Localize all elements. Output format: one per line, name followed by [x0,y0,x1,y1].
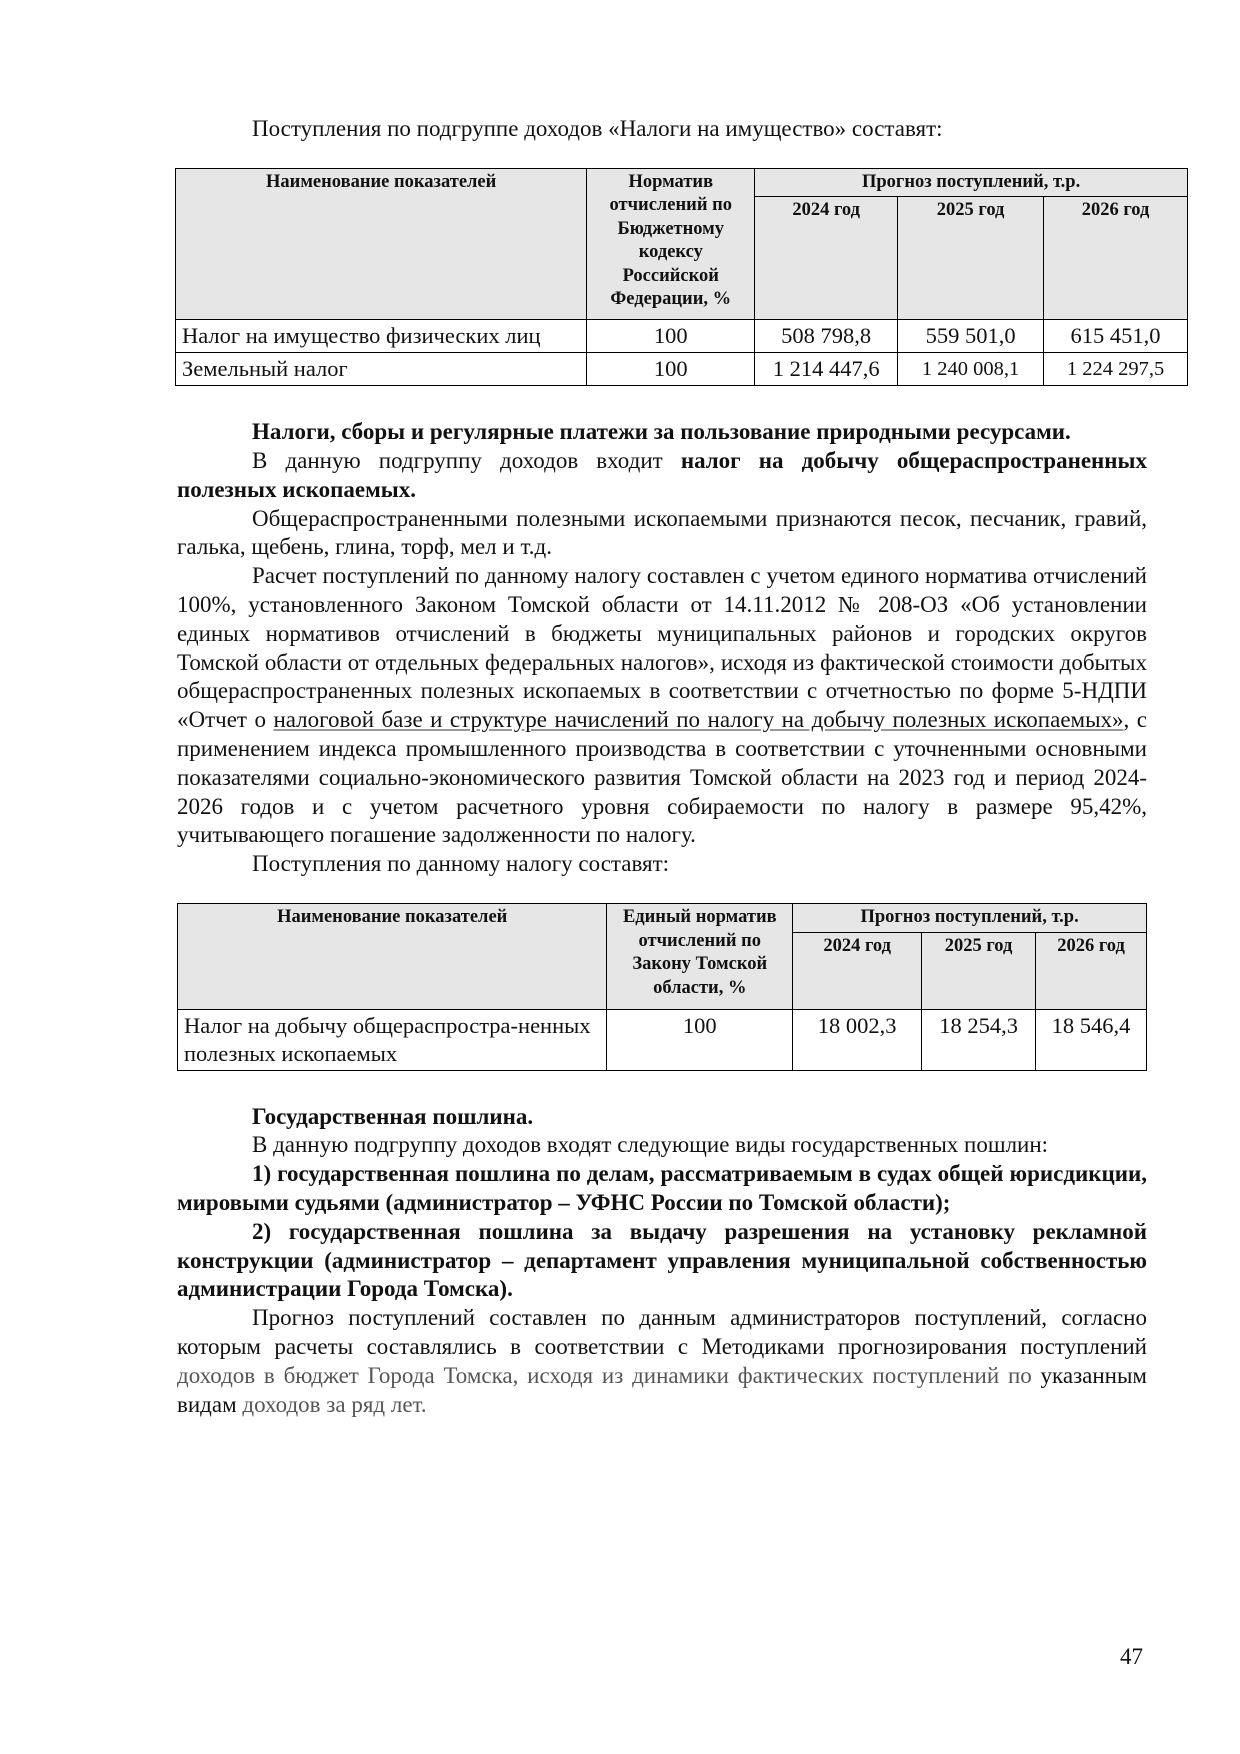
row-value: 1 214 447,6 [755,353,898,386]
col-header-forecast: Прогноз поступлений, т.р. [755,168,1188,197]
row-norm: 100 [587,353,755,386]
p3-text: Расчет поступлений по данному налогу составлен с учетом единого норматива отчислений 100%, установленного Законом Томской области от 14.11.2012 № 208-ОЗ «Об установлении единых нормативов отчислений в бюджеты муниципальных районов и городских округов Томской области от отдельных федеральных налогов», исходя из фактической стоимости добытых общераспространенных полезных ископаемых в соответствии с отчетностью по форме 5-НДПИ «Отчет о [177,563,1147,733]
row-value: 18 546,4 [1036,1009,1147,1070]
state-duty-item1: 1) государственная пошлина по делам, рассматриваемым в судах общей юрисдикции, мировыми судьями (администратор – УФНС России по Томской области); [177,1161,1147,1215]
row-value: 1 224 297,5 [1044,353,1188,386]
p2-gray-text: доходов в бюджет Города Томска, исходя из динамики фактических поступлений по [177,1362,1041,1388]
col-header-norm: Норматив отчислений по Бюджетному кодексу Российской Федерации, % [587,168,755,320]
col-header-name: Наименование показателей [178,904,607,1010]
p2-text-mid: указанным видам [177,1362,1147,1417]
row-value: 615 451,0 [1044,320,1188,353]
p1-text: В данную подгруппу доходов входит [252,448,681,474]
col-header-name: Наименование показателей [176,168,587,320]
col-header-year: 2025 год [922,932,1036,1009]
natural-resources-p2: Общераспространенными полезными ископаемыми признаются песок, песчаник, гравий, галька, щебень, глина, торф, мел и т.д. [177,505,1147,560]
p3-text-end: , с применением индекса промышленного производства в соответствии с уточненными основными показателями социально-экономического развития Томской области на 2023 год и период 2024-2026 годов и с учетом расчетного уровня собираемости по налогу в размере 95,42%, учитывающего погашение задолженности по налогу. [177,707,1147,848]
property-tax-intro: Поступления по подгруппе доходов «Налоги на имущество» составят: [252,116,943,141]
table-row [176,353,1188,386]
p1-bold-text: налог на добычу общераспространенных полезных ископаемых. [177,448,1147,502]
table-header-row [178,904,1147,933]
row-name: Земельный налог [176,353,587,386]
table-header-row [176,168,1188,197]
col-header-year: 2026 год [1044,197,1188,320]
page-content [177,115,1165,1419]
row-norm: 100 [607,1009,793,1070]
state-duty-heading: Государственная пошлина. [252,1103,534,1129]
row-value: 508 798,8 [755,320,898,353]
row-value: 559 501,0 [898,320,1044,353]
property-tax-table [175,168,1188,387]
state-duty-p1: В данную подгруппу доходов входят следующие виды государственных пошлин: [252,1132,1049,1158]
row-name: Налог на имущество физических лиц [176,320,587,353]
p2-text: Прогноз поступлений составлен по данным администраторов поступлений, согласно которым расчеты составлялись в соответствии с Методиками прогнозирования поступлений [177,1305,1147,1359]
row-value: 18 002,3 [793,1009,922,1070]
state-duty-item2: 2) государственная пошлина за выдачу разрешения на установку рекламной конструкции (администратор – департамент управления муниципальной собственностью администрации Города Томска). [177,1218,1147,1302]
natural-resources-p3 [177,562,1147,850]
row-value: 18 254,3 [922,1009,1036,1070]
row-value: 1 240 008,1 [898,353,1044,386]
row-name: Налог на добычу общераспростра-ненных полезных ископаемых [178,1009,607,1070]
col-header-year: 2024 год [793,932,922,1009]
col-header-forecast: Прогноз поступлений, т.р. [793,904,1147,933]
col-header-year: 2025 год [898,197,1044,320]
col-header-norm: Единый норматив отчислений по Закону Томской области, % [607,904,793,1010]
table-row [178,1009,1147,1070]
col-header-year: 2026 год [1036,932,1147,1009]
p2-gray-text-end: доходов за ряд лет. [236,1391,427,1417]
row-norm: 100 [587,320,755,353]
page-number: 47 [1120,1644,1143,1669]
table-row [176,320,1188,353]
natural-resources-p4: Поступления по данному налогу составят: [252,851,670,877]
natural-resources-heading: Налоги, сборы и регулярные платежи за пользование природными ресурсами. [252,419,1071,445]
state-duty-p2 [177,1304,1147,1419]
natural-resources-p1 [177,447,1147,505]
mineral-tax-table [177,903,1147,1071]
col-header-year: 2024 год [755,197,898,320]
p3-underlined-text: налоговой базе и структуре начислений по налогу на добычу полезных ископаемых» [273,707,1124,733]
